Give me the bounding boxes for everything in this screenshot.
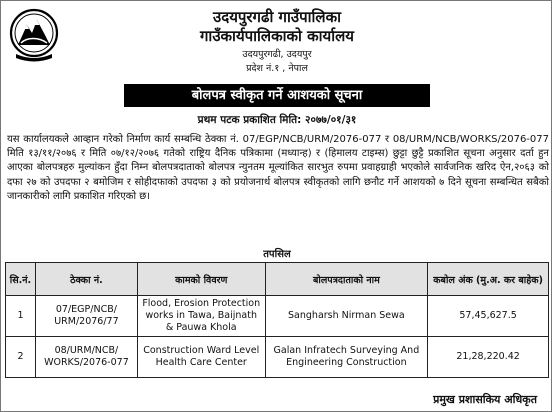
cell-sn: 2 bbox=[6, 337, 36, 378]
table-row bbox=[6, 296, 549, 337]
notice-title: बोलपत्र स्वीकृत गर्ने आशयको सूचना bbox=[124, 84, 430, 107]
bid-table bbox=[5, 262, 549, 378]
col-header-work-description: कामको विवरण bbox=[137, 263, 265, 296]
cell-bid-amount: 57,45,627.5 bbox=[428, 296, 549, 337]
cell-contract-no: 07/EGP/NCB/ URM/2076/77 bbox=[35, 296, 137, 337]
signatory-title: प्रमुख प्रशासकिय अधिकृत bbox=[433, 393, 537, 406]
address-line-1: उदयपुरगढी, उदयपुर bbox=[242, 49, 312, 60]
cell-bidder-name: Sangharsh Nirman Sewa bbox=[265, 296, 428, 337]
letterhead bbox=[1, 1, 552, 74]
municipality-name: उदयपुरगढी गाउँपालिका bbox=[213, 8, 341, 26]
cell-work-description: Flood, Erosion Protection works in Tawa, Baijnath & Pauwa Khola bbox=[137, 296, 265, 337]
table-header-row bbox=[6, 263, 549, 296]
cell-sn: 1 bbox=[6, 296, 36, 337]
cell-work-description: Construction Ward Level Health Care Center bbox=[137, 337, 265, 378]
cell-contract-no: 08/URM/NCB/ WORKS/2076-077 bbox=[35, 337, 137, 378]
col-header-sn: सि.नं. bbox=[6, 263, 36, 296]
cell-bid-amount: 21,28,220.42 bbox=[428, 337, 549, 378]
office-name: गाउँकार्यपालिकाको कार्यालय bbox=[199, 27, 354, 45]
table-row bbox=[6, 337, 549, 378]
cell-bidder-name: Galan Infratech Surveying And Engineering Construction bbox=[265, 337, 428, 378]
details-heading: तपसिल bbox=[263, 249, 291, 260]
address-line-2: प्रदेश नं.१ , नेपाल bbox=[246, 63, 308, 74]
col-header-contract-no: ठेक्का नं. bbox=[35, 263, 137, 296]
publication-date: प्रथम पटक प्रकाशित मिति: २०७७/०१/३१ bbox=[197, 114, 357, 126]
col-header-bidder-name: बोलपत्रदाताको नाम bbox=[265, 263, 428, 296]
col-header-bid-amount: कबोल अंक (मु.अ. कर बाहेक) bbox=[428, 263, 549, 296]
notice-body: यस कार्यालयकले आव्हान गरेको निर्माण कार्य सम्बन्धि ठेक्का नं. 07/EGP/NCB/URM/2076-077 र 08/URM/NCB/WORKS/2076-077 मिति १३/११/२०७६ र मिति ०७/१२/२०७६ गतेको राष्ट्रिय दैनिक पत्रिकामा (मध्यान्ह) र (हिमालय टाइम्स) छुट्टा छुट्टै प्रकाशित सूचना अनुसार दर्ता हुन आएका बोलपत्रहरु मुल्यांकन हुँदा निम्न बोलपत्रदाताको बोलपत्र न्युनतम मूल्यांकित सारभुत रुपमा प्रवाहग्राही भएकोले सार्वजनिक खरिद ऐन,२०६३ को दफा २७ को उपदफा २ बमोजिम र सोहीदफाको उपदफा ३ को प्रयोजनार्थ बोलपत्र स्वीकृतको लागि छनौट गर्ने आशयको ७ दिने सूचना सम्बन्धित सबैको जानकारीको लागि प्रकाशित गरिएको छ। bbox=[7, 134, 549, 202]
